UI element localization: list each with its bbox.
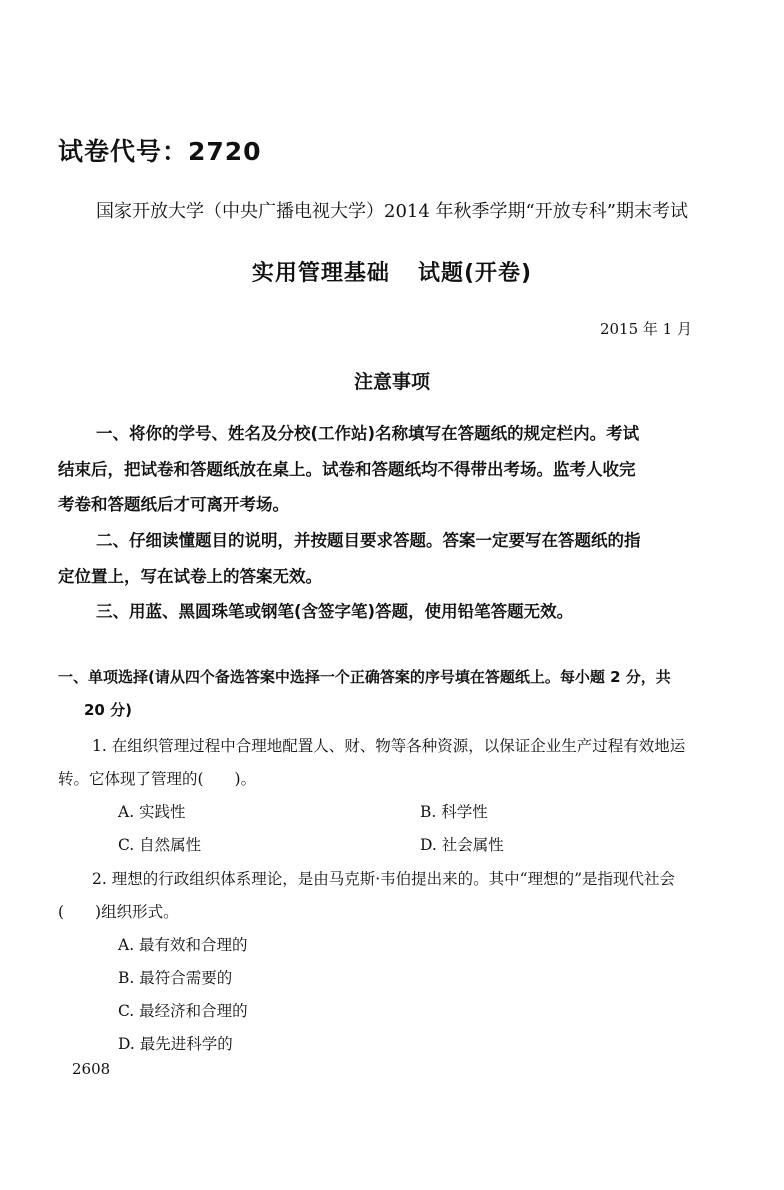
notice-heading: 注意事项 xyxy=(353,371,430,393)
question-2-option-c: C. 最经济和合理的 xyxy=(118,1002,248,1020)
question-1-text: 1. 在组织管理过程中合理地配置人、财、物等各种资源，以保证企业生产过程有效地运 xyxy=(92,737,686,755)
notice-line: 三、用蓝、黑圆珠笔或钢笔(含签字笔)答题，使用铅笔答题无效。 xyxy=(96,602,574,621)
question-1-option-b: B. 科学性 xyxy=(420,803,488,821)
question-2-text: 2. 理想的行政组织体系理论，是由马克斯·韦伯提出来的。其中“理想的”是指现代社会 xyxy=(92,870,675,888)
subject-name: 实用管理基础 xyxy=(251,261,390,286)
exam-type: 试题(开卷) xyxy=(417,261,533,286)
question-2-option-b: B. 最符合需要的 xyxy=(118,969,233,987)
question-2-text-cont: ( )组织形式。 xyxy=(58,903,179,921)
question-2-option-d: D. 最先进科学的 xyxy=(118,1035,233,1053)
section-heading: 一、单项选择(请从四个备选答案中选择一个正确答案的序号填在答题纸上。每小题 2 分，共 xyxy=(58,668,671,686)
notice-line: 考卷和答题纸后才可离开考场。 xyxy=(58,495,289,514)
exam-title xyxy=(0,256,784,287)
notice-line: 定位置上，写在试卷上的答案无效。 xyxy=(58,567,322,586)
section-heading-cont: 20 分) xyxy=(84,701,132,719)
exam-header: 国家开放大学（中央广播电视大学）2014 年秋季学期“开放专科”期末考试 xyxy=(96,201,688,222)
paper-code: 试卷代号：2720 xyxy=(58,137,262,166)
question-1-text-cont: 转。它体现了管理的( )。 xyxy=(58,770,257,788)
question-1-option-a: A. 实践性 xyxy=(118,803,186,821)
question-2-option-a: A. 最有效和合理的 xyxy=(118,936,248,954)
exam-date: 2015 年 1 月 xyxy=(599,320,692,338)
page-number: 2608 xyxy=(72,1060,111,1078)
question-1-option-d: D. 社会属性 xyxy=(420,836,504,854)
notice-line: 一、将你的学号、姓名及分校(工作站)名称填写在答题纸的规定栏内。考试 xyxy=(96,424,640,443)
notice-line: 结束后，把试卷和答题纸放在桌上。试卷和答题纸均不得带出考场。监考人收完 xyxy=(58,460,636,479)
question-1-option-c: C. 自然属性 xyxy=(118,836,202,854)
notice-line: 二、仔细读懂题目的说明，并按题目要求答题。答案一定要写在答题纸的指 xyxy=(96,531,641,550)
